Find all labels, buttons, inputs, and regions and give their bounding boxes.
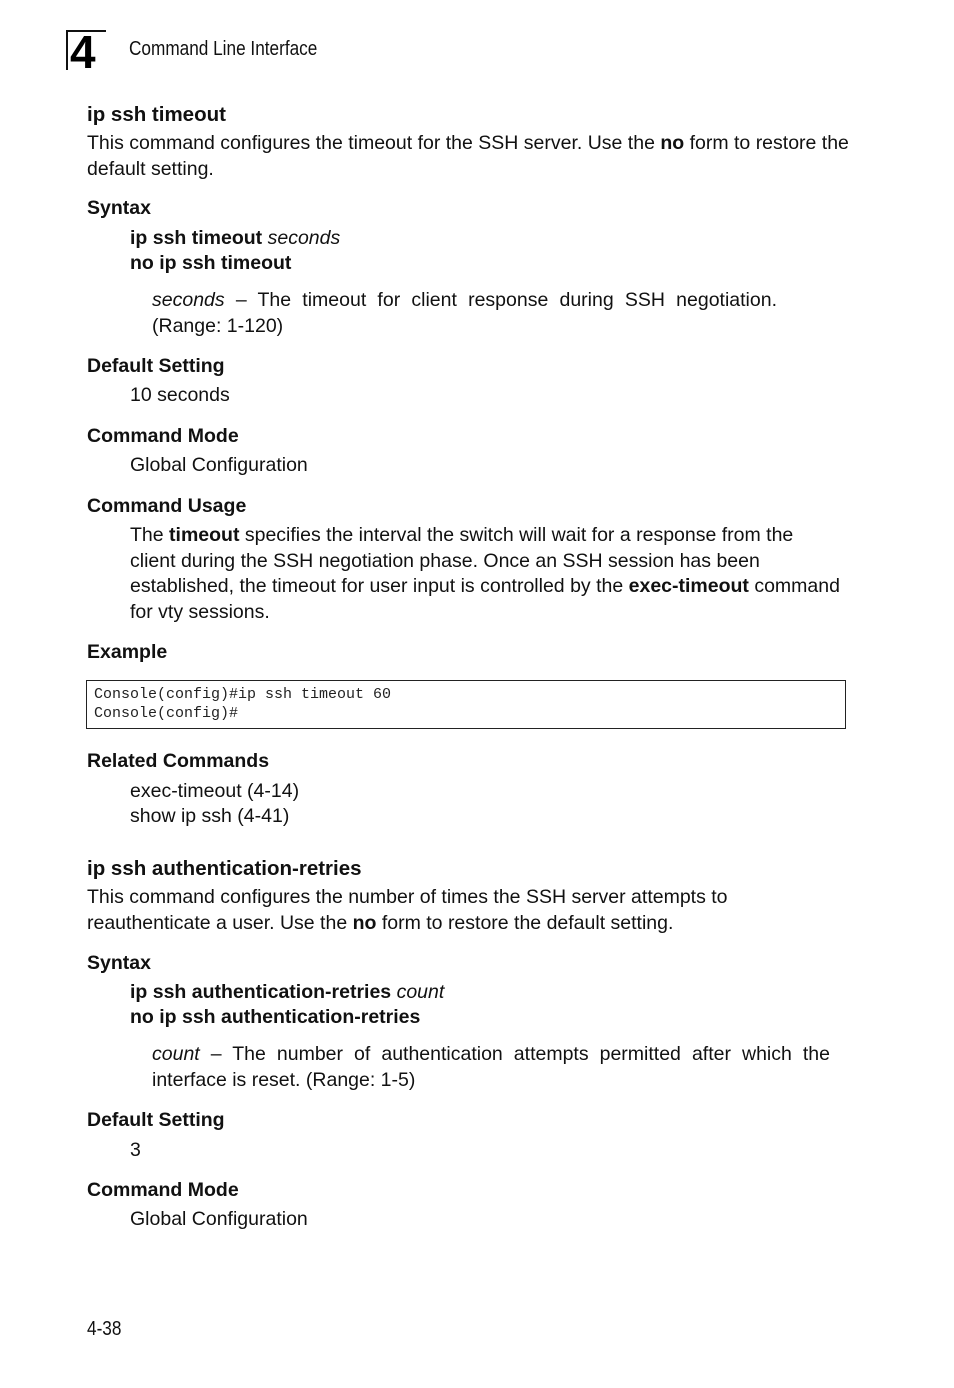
timeout-mode-value: Global Configuration — [130, 454, 308, 476]
retries-default-value: 3 — [130, 1139, 141, 1161]
timeout-syntax-no: no ip ssh timeout — [130, 252, 292, 274]
timeout-intro: This command configures the timeout for the SSH server. Use the no form to restore the default setting. — [87, 132, 849, 180]
related-command-link[interactable]: show ip ssh (4-41) — [130, 805, 290, 827]
retries-mode-heading: Command Mode — [87, 1179, 239, 1201]
timeout-related-heading: Related Commands — [87, 750, 270, 772]
retries-intro: This command configures the number of times the SSH server attempts to reauthenticate a user. Use the no form to restore the default setting. — [87, 886, 728, 934]
timeout-example-heading: Example — [87, 641, 168, 663]
command-title-timeout: ip ssh timeout — [87, 103, 226, 126]
code-line: Console(config)# — [94, 705, 239, 722]
timeout-default-value: 10 seconds — [130, 384, 230, 406]
timeout-usage-heading: Command Usage — [87, 495, 247, 517]
timeout-syntax-line: ip ssh timeout seconds — [130, 227, 341, 249]
retries-default-heading: Default Setting — [87, 1109, 225, 1131]
retries-syntax-heading: Syntax — [87, 952, 151, 974]
timeout-mode-heading: Command Mode — [87, 425, 239, 447]
retries-syntax-line: ip ssh authentication-retries count — [130, 981, 445, 1003]
timeout-param-desc: seconds – The timeout for client response during SSH negotiation. (Range: 1-120) — [152, 289, 777, 337]
example-code-block — [86, 680, 846, 729]
command-title-auth-retries: ip ssh authentication-retries — [87, 857, 362, 880]
page-number: 4-38 — [87, 1318, 122, 1340]
retries-mode-value: Global Configuration — [130, 1208, 308, 1230]
code-line: Console(config)#ip ssh timeout 60 — [94, 686, 392, 703]
chapter-title: Command Line Interface — [129, 38, 318, 60]
timeout-usage-text: The timeout specifies the interval the switch will wait for a response from the client during the SSH negotiation phase. Once an SSH session has been established, the timeout for user input is controlled by the exec-timeout command for vty sessions. — [130, 524, 840, 623]
timeout-syntax-heading: Syntax — [87, 197, 151, 219]
retries-syntax-no: no ip ssh authentication-retries — [130, 1006, 421, 1028]
chapter-number: 4 — [66, 30, 106, 70]
related-command-link[interactable]: exec-timeout (4-14) — [130, 780, 300, 802]
timeout-default-heading: Default Setting — [87, 355, 225, 377]
retries-param-desc: count – The number of authentication attempts permitted after which the interface is reset. (Range: 1-5) — [152, 1043, 830, 1091]
